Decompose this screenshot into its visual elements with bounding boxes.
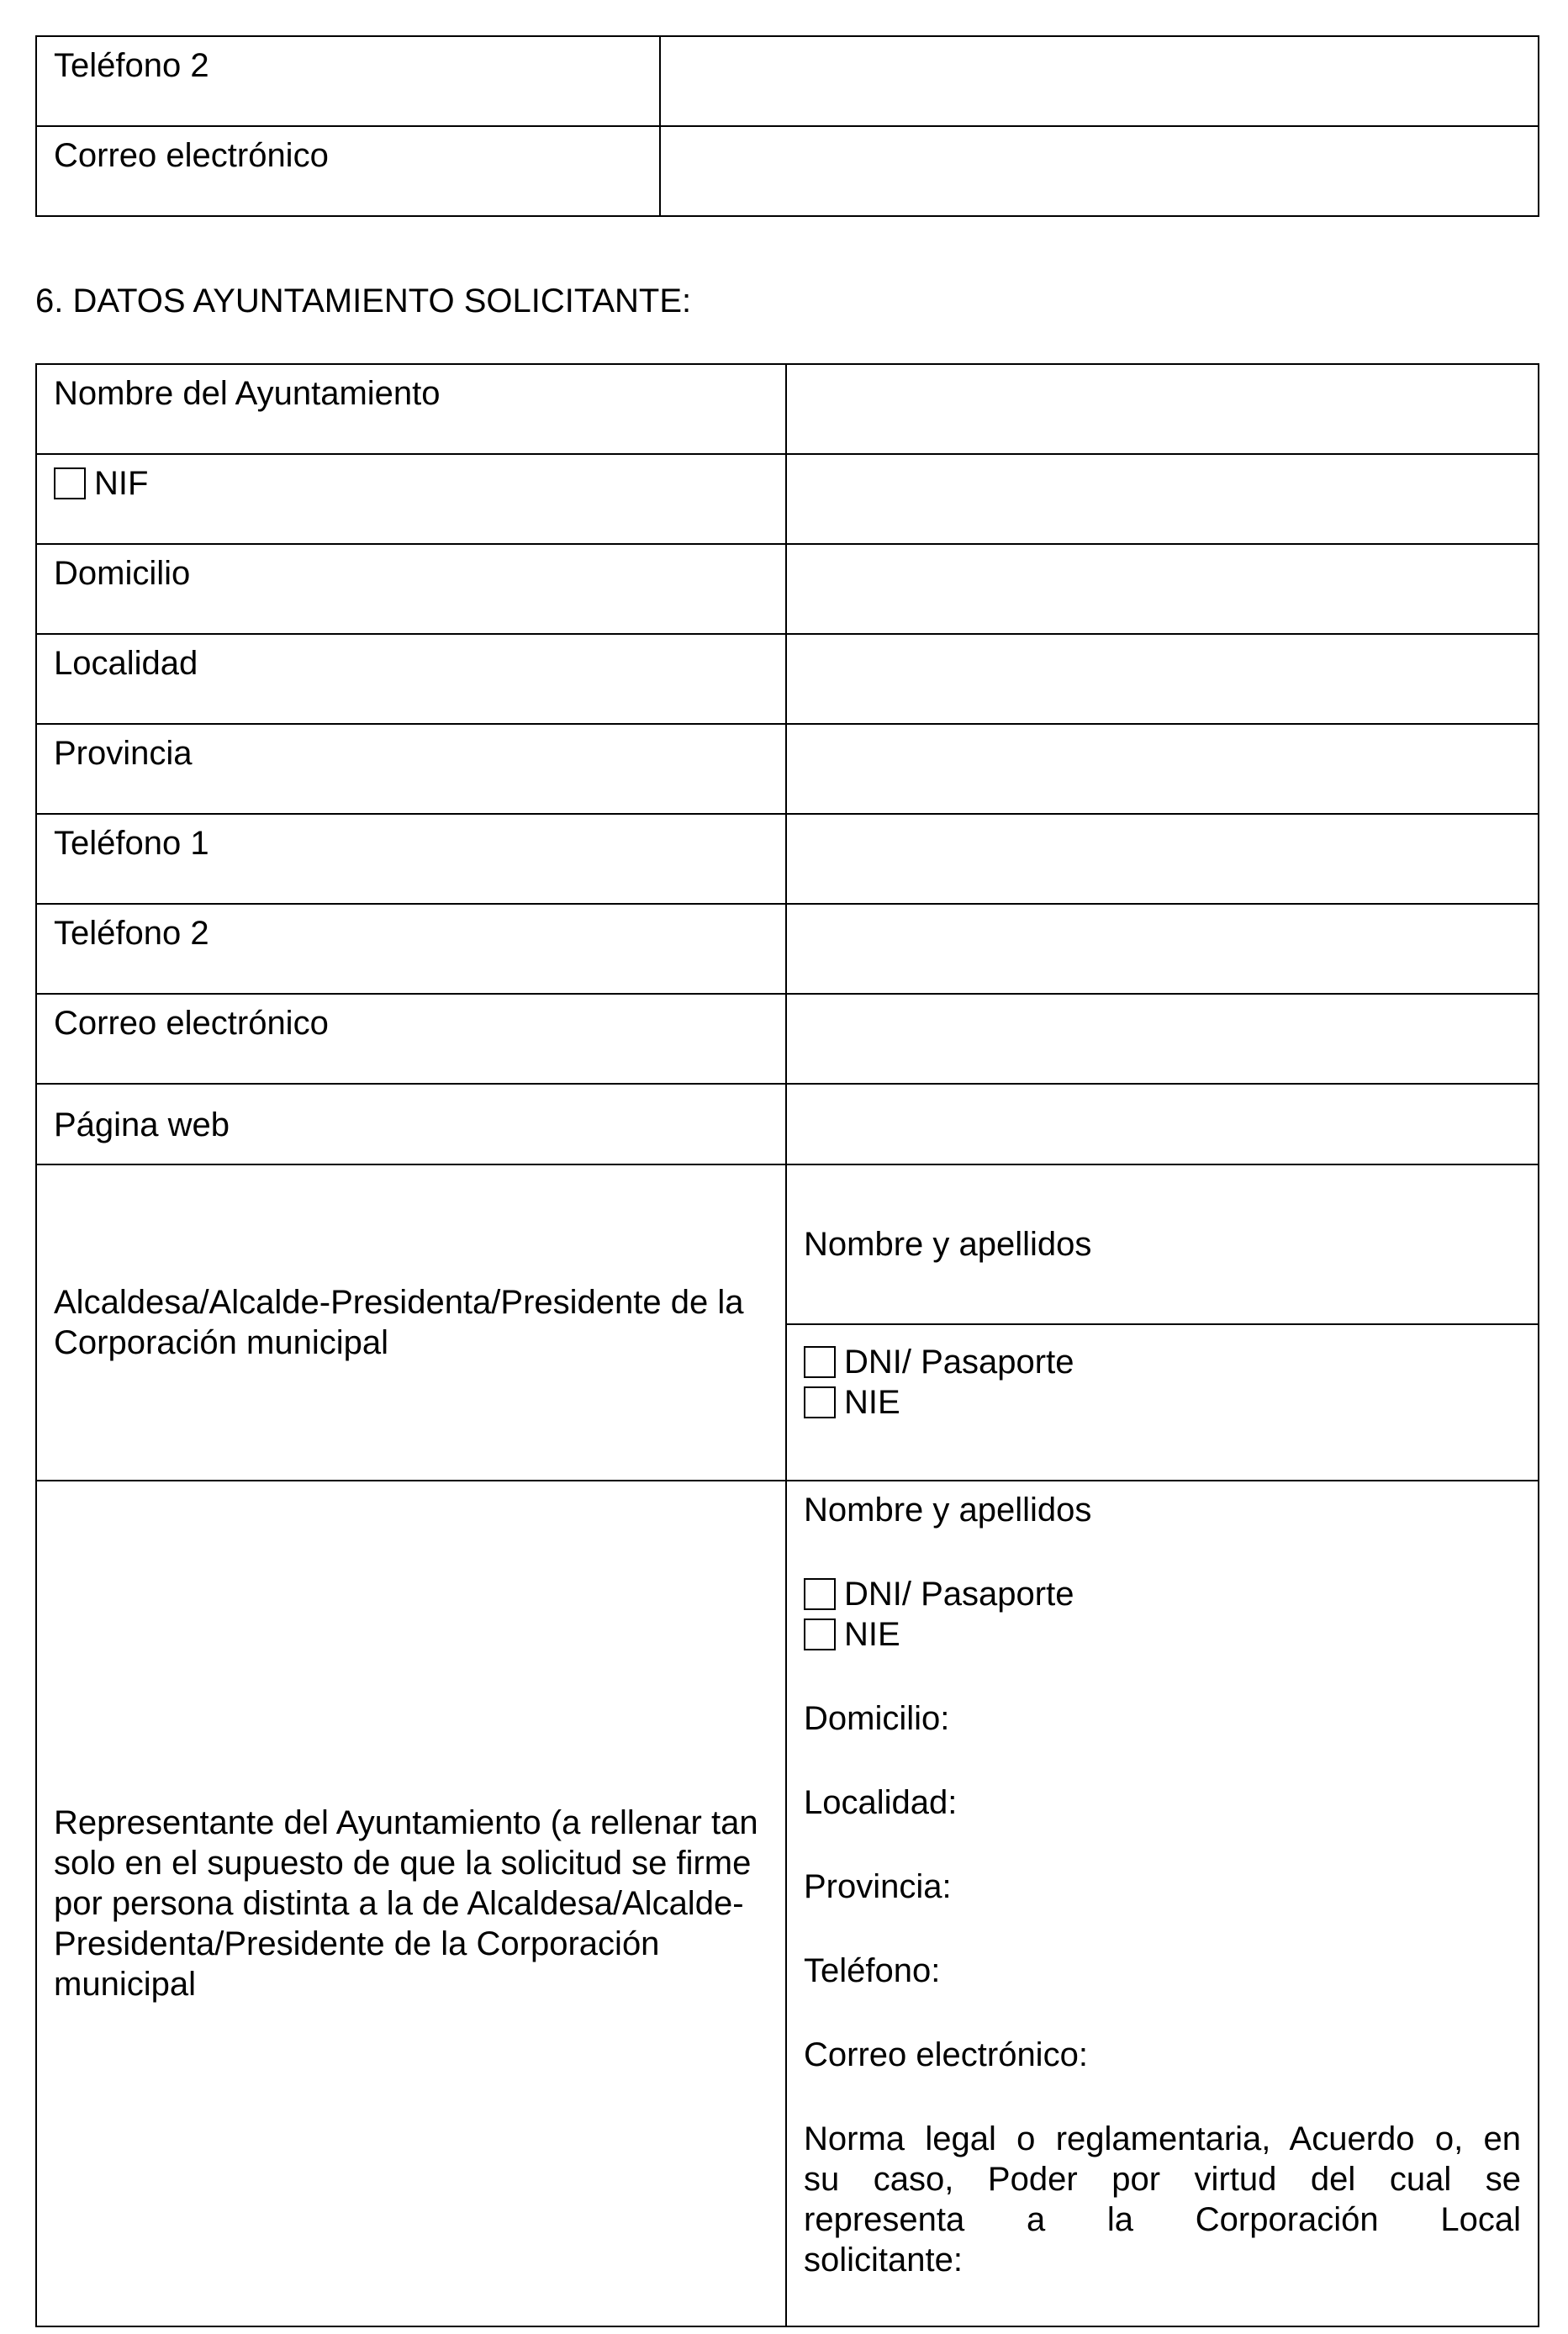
section-heading: 6. DATOS AYUNTAMIENTO SOLICITANTE:	[35, 283, 692, 319]
label-cell	[36, 544, 786, 634]
rep-nombre-label: Nombre y apellidos	[804, 1492, 1092, 1529]
rep-localidad-label: Localidad:	[804, 1784, 958, 1821]
label-cell	[36, 1084, 786, 1164]
correo-label: Correo electrónico	[54, 137, 329, 174]
telefono2-field[interactable]	[660, 36, 1539, 126]
label-cell	[36, 454, 786, 544]
alcalde-dni-checkbox[interactable]	[804, 1346, 836, 1378]
web-field[interactable]	[786, 1084, 1539, 1164]
ayuntamiento-table	[35, 363, 1539, 2327]
domicilio-field[interactable]	[786, 544, 1539, 634]
telefono1-label: Teléfono 1	[54, 825, 209, 862]
nombre-ayuntamiento-field[interactable]	[786, 364, 1539, 454]
label-cell	[36, 724, 786, 814]
alcalde-id-cell	[786, 1324, 1539, 1481]
telefono2-field[interactable]	[786, 904, 1539, 994]
rep-correo-label: Correo electrónico:	[804, 2036, 1088, 2073]
representante-label: Representante del Ayuntamiento (a rellenar tan solo en el supuesto de que la solicitud se firme por persona distinta a la de Alcaldesa/Alcalde-Presidenta/Presidente de la Corporación municipal	[54, 1804, 758, 2003]
domicilio-label: Domicilio	[54, 555, 191, 592]
label-cell	[36, 126, 660, 216]
contact-table-continued	[35, 35, 1539, 217]
alcalde-nie-label: NIE	[844, 1384, 900, 1421]
rep-norma-line3: representa a la Corporación Local	[804, 2201, 1521, 2238]
correo-label: Correo electrónico	[54, 1005, 329, 1042]
rep-provincia-label: Provincia:	[804, 1868, 952, 1905]
representante-label-cell	[36, 1481, 786, 2326]
label-cell	[36, 364, 786, 454]
nombre-ayuntamiento-label: Nombre del Ayuntamiento	[54, 375, 441, 412]
label-cell	[36, 634, 786, 724]
provincia-label: Provincia	[54, 735, 193, 772]
alcalde-dni-label: DNI/ Pasaporte	[844, 1344, 1074, 1381]
rep-nie-label: NIE	[844, 1616, 900, 1653]
rep-norma-line1: Norma legal o reglamentaria, Acuerdo o, en	[804, 2120, 1521, 2157]
telefono2-label: Teléfono 2	[54, 47, 209, 84]
rep-norma-line4: solicitante:	[804, 2242, 963, 2279]
rep-dni-label: DNI/ Pasaporte	[844, 1576, 1074, 1613]
localidad-label: Localidad	[54, 645, 198, 682]
rep-norma-line2: su caso, Poder por virtud del cual se	[804, 2161, 1521, 2198]
localidad-field[interactable]	[786, 634, 1539, 724]
provincia-field[interactable]	[786, 724, 1539, 814]
rep-domicilio-label: Domicilio:	[804, 1700, 950, 1737]
label-cell	[36, 994, 786, 1084]
rep-nie-checkbox[interactable]	[804, 1618, 836, 1650]
representante-detail-cell[interactable]	[786, 1481, 1539, 2326]
label-cell	[36, 814, 786, 904]
alcalde-nombre-label: Nombre y apellidos	[804, 1226, 1092, 1263]
nif-label: NIF	[94, 465, 149, 502]
label-cell	[36, 36, 660, 126]
rep-telefono-label: Teléfono:	[804, 1952, 941, 1989]
correo-field[interactable]	[660, 126, 1539, 216]
alcalde-nie-checkbox[interactable]	[804, 1386, 836, 1418]
telefono2-label: Teléfono 2	[54, 915, 209, 952]
nif-checkbox[interactable]	[54, 467, 86, 499]
label-cell	[36, 904, 786, 994]
alcalde-nombre-cell[interactable]	[786, 1164, 1539, 1324]
rep-dni-checkbox[interactable]	[804, 1578, 836, 1610]
alcalde-label: Alcaldesa/Alcalde-Presidenta/Presidente de la Corporación municipal	[54, 1284, 744, 1361]
telefono1-field[interactable]	[786, 814, 1539, 904]
correo-field[interactable]	[786, 994, 1539, 1084]
nif-field[interactable]	[786, 454, 1539, 544]
alcalde-label-cell	[36, 1164, 786, 1481]
web-label: Página web	[54, 1106, 230, 1143]
